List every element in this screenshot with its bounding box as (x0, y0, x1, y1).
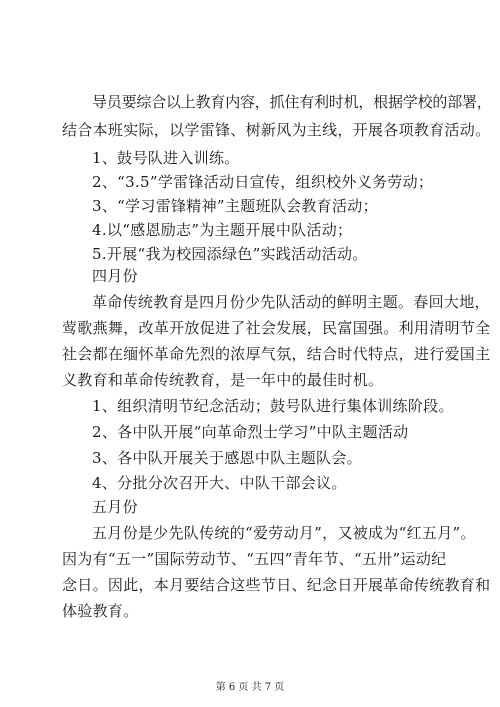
paragraph-line: 因为有“五一”国际劳动节、“五四”青年节、“五卅”运动纪 (62, 550, 447, 568)
list-item: 3、各中队开展关于感恩中队主题队会。 (92, 449, 362, 467)
paragraph-line: 莺歌燕舞，改革开放促进了社会发展，民富国强。利用清明节全 (62, 319, 491, 337)
list-item: 2、“3.5”学雷锋活动日宣传，组织校外义务劳动； (92, 173, 434, 191)
paragraph-line: 结合本班实际，以学雷锋、树新风为主线，开展各项教育活动。 (62, 121, 491, 139)
page-footer: 第 6 页 共 7 页 (215, 682, 285, 693)
list-item: 5.开展“我为校园添绿色”实践活动活动。 (92, 245, 368, 263)
paragraph-line: 体验教育。 (62, 602, 139, 620)
paragraph-line: 五月份是少先队传统的“爱劳动月”，又被成为“红五月”。 (92, 524, 476, 542)
paragraph-line: 社会都在缅怀革命先烈的浓厚气氛，结合时代特点，进行爱国主 (62, 345, 491, 363)
list-item: 4.以“感恩励志”为主题开展中队活动； (92, 221, 353, 239)
paragraph-line: 导员要综合以上教育内容，抓住有利时机，根据学校的部署， (92, 93, 492, 111)
section-heading: 五月份 (92, 498, 138, 516)
list-item: 3、“学习雷锋精神”主题班队会教育活动； (92, 197, 378, 215)
section-heading: 四月份 (92, 267, 138, 285)
paragraph-line: 念日。因此，本月要结合这些节日、纪念日开展革命传统教育和 (62, 576, 491, 594)
list-item: 2、各中队开展“向革命烈士学习”中队主题活动 (92, 423, 409, 441)
paragraph-line: 革命传统教育是四月份少先队活动的鲜明主题。春回大地， (92, 293, 490, 311)
list-item: 1、组织清明节纪念活动；鼓号队进行集体训练阶段。 (92, 397, 454, 415)
paragraph-line: 义教育和革命传统教育，是一年中的最佳时机。 (62, 371, 384, 389)
list-item: 1、鼓号队进入训练。 (92, 149, 240, 167)
list-item: 4、分批分次召开大、中队干部会议。 (92, 474, 347, 492)
